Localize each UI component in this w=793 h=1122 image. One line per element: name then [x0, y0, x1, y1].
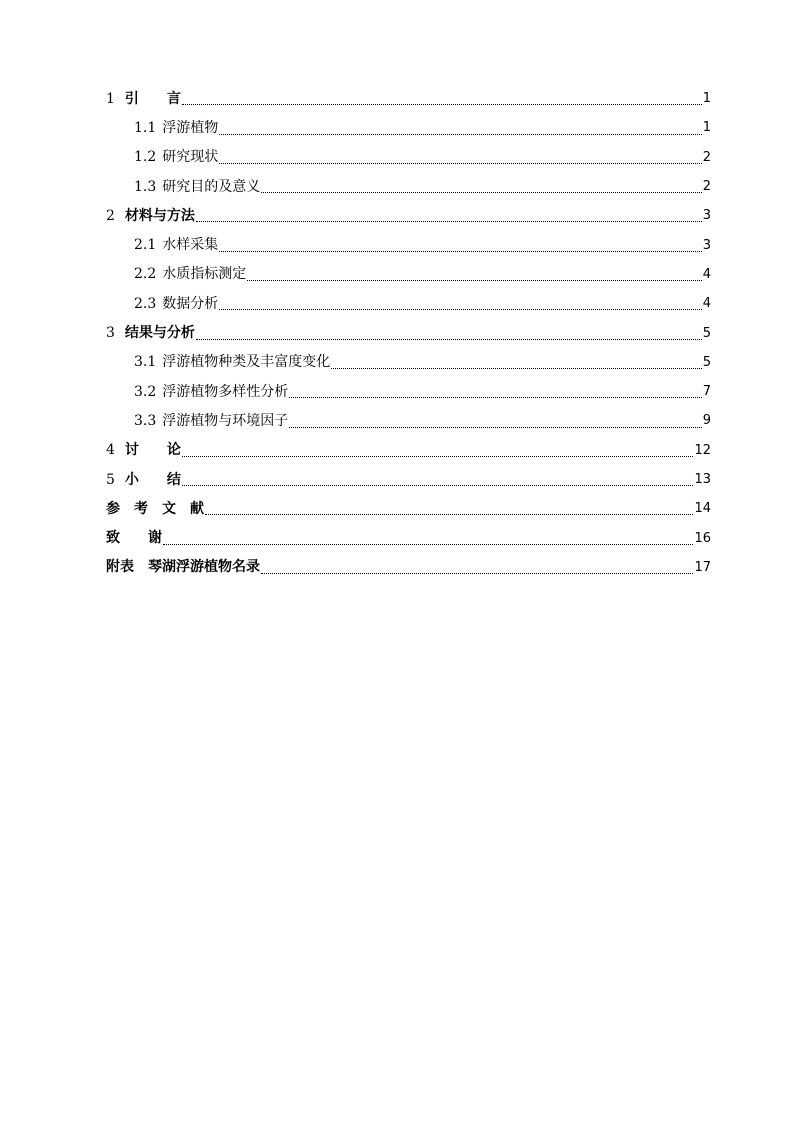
toc-entry[interactable] — [106, 260, 711, 289]
toc-entry-title: 致 谢 — [106, 530, 162, 547]
toc-leader-dots — [205, 513, 693, 515]
toc-entry-number: 1.1 — [134, 119, 157, 136]
toc-entry-page: 14 — [694, 501, 711, 517]
toc-entry-title: 浮游植物多样性分析 — [162, 383, 289, 400]
toc-leader-dots — [196, 338, 702, 340]
toc-entry[interactable] — [106, 553, 711, 582]
toc-entry-title: 水质指标测定 — [162, 266, 247, 283]
toc-leader-dots — [196, 220, 702, 222]
toc-entry-title: 引 言 — [124, 90, 181, 107]
toc-entry-title: 数据分析 — [162, 295, 219, 312]
toc-entry-title: 小 结 — [124, 471, 181, 488]
toc-leader-dots — [261, 572, 693, 574]
toc-leader-dots — [289, 426, 701, 428]
toc-entry-page: 3 — [702, 208, 711, 224]
toc-leader-dots — [182, 455, 694, 457]
toc-entry-number: 3.1 — [134, 354, 157, 371]
toc-entry-page: 3 — [702, 237, 711, 253]
toc-entry-page: 13 — [694, 472, 711, 487]
toc-entry-number: 1.3 — [134, 178, 157, 195]
toc-entry-page: 2 — [702, 149, 711, 165]
toc-leader-dots — [247, 279, 701, 281]
toc-entry-page: 5 — [702, 325, 711, 341]
toc-entry-title: 参 考 文 献 — [106, 500, 204, 517]
toc-leader-dots — [219, 250, 701, 252]
toc-leader-dots — [219, 308, 701, 310]
toc-entry-title: 浮游植物种类及丰富度变化 — [162, 354, 331, 371]
toc-entry-title: 材料与方法 — [124, 207, 195, 224]
toc-leader-dots — [289, 396, 701, 398]
toc-entry-number: 1 — [106, 90, 115, 107]
toc-entry[interactable] — [106, 406, 711, 435]
toc-entry-title: 结果与分析 — [124, 325, 195, 342]
toc-entry-number: 4 — [106, 442, 115, 459]
toc-entry[interactable] — [106, 230, 711, 259]
toc-leader-dots — [182, 484, 694, 486]
toc-entry-title: 研究目的及意义 — [162, 178, 261, 195]
toc-entry[interactable] — [106, 201, 711, 230]
toc-entry[interactable] — [106, 523, 711, 552]
toc-entry-page: 16 — [694, 530, 711, 546]
toc-entry-page: 1 — [702, 91, 711, 107]
toc-entry-number: 3.2 — [134, 383, 157, 400]
toc-entry[interactable] — [106, 143, 711, 172]
toc-entry[interactable] — [106, 436, 711, 465]
toc-entry[interactable] — [106, 84, 711, 113]
toc-entry-title: 研究现状 — [162, 149, 219, 166]
toc-entry-page: 1 — [702, 120, 711, 136]
toc-leader-dots — [163, 543, 693, 545]
toc-entry-number: 2.1 — [134, 237, 157, 254]
toc-entry-title: 水样采集 — [162, 237, 219, 254]
toc-entry-number: 1.2 — [134, 149, 157, 166]
toc-entry-title: 附表 琴湖浮游植物名录 — [106, 559, 260, 576]
toc-entry-number: 3.3 — [134, 412, 157, 429]
toc-leader-dots — [261, 191, 701, 193]
toc-entry[interactable] — [106, 289, 711, 318]
toc-entry-title: 浮游植物与环境因子 — [162, 412, 289, 429]
toc-entry-page: 9 — [702, 413, 711, 429]
toc-leader-dots — [219, 162, 701, 164]
toc-entry[interactable] — [106, 113, 711, 142]
toc-leader-dots — [219, 133, 701, 135]
table-of-contents — [106, 84, 711, 582]
toc-entry-page: 4 — [702, 266, 711, 282]
toc-entry-page: 12 — [694, 442, 711, 458]
toc-entry[interactable] — [106, 348, 711, 377]
toc-entry-number: 2.3 — [134, 295, 157, 312]
toc-entry[interactable] — [106, 494, 711, 523]
toc-entry[interactable] — [106, 318, 711, 347]
toc-entry-page: 5 — [702, 354, 711, 370]
toc-entry-number: 5 — [106, 471, 115, 488]
toc-leader-dots — [182, 103, 702, 105]
toc-entry[interactable] — [106, 377, 711, 406]
toc-entry-page: 7 — [702, 384, 711, 400]
toc-entry-title: 浮游植物 — [162, 119, 219, 136]
toc-entry-number: 2 — [106, 207, 115, 224]
toc-entry-page: 4 — [702, 296, 711, 312]
toc-entry[interactable] — [106, 465, 711, 494]
toc-entry[interactable] — [106, 172, 711, 201]
toc-entry-title: 讨 论 — [124, 442, 181, 459]
toc-leader-dots — [331, 367, 701, 369]
toc-entry-number: 3 — [106, 325, 115, 342]
toc-entry-page: 2 — [702, 179, 711, 195]
toc-entry-page: 17 — [694, 559, 711, 575]
toc-entry-number: 2.2 — [134, 266, 157, 283]
